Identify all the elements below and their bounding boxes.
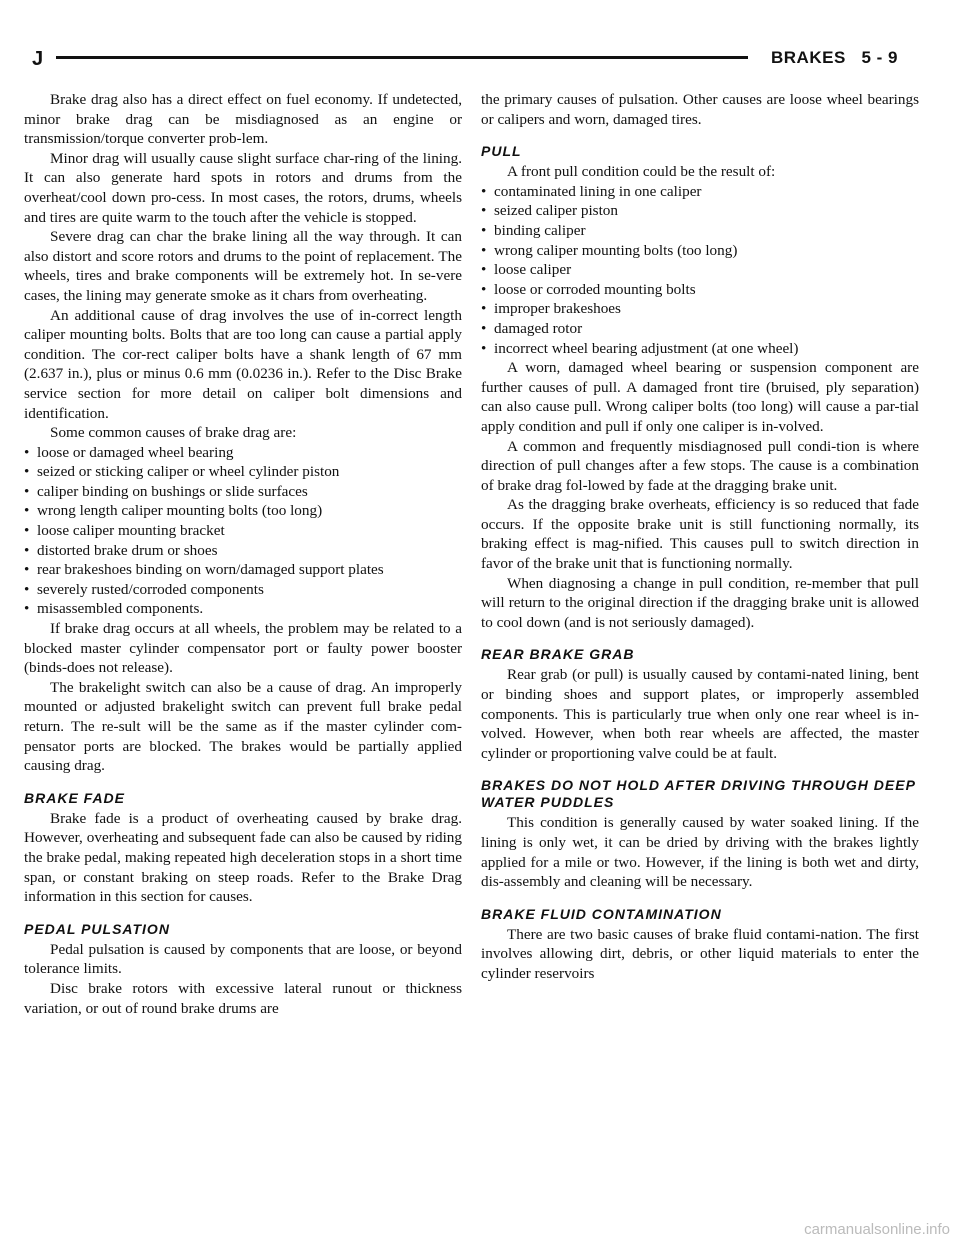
header-page-number: 5 - 9 — [861, 48, 898, 67]
bullet-icon: • — [24, 600, 30, 618]
section-heading-rear-brake-grab: REAR BRAKE GRAB — [481, 646, 635, 663]
bullet-icon: • — [481, 319, 487, 337]
list-item: • improper brakeshoes — [481, 300, 621, 318]
paragraph: Disc brake rotors with excessive lateral runout or thickness variation, or out of round brake drums are — [24, 979, 462, 1017]
list-item: • caliper binding on bushings or slide surfaces — [24, 482, 308, 500]
list-item: • loose caliper mounting bracket — [24, 522, 225, 540]
page-header — [32, 46, 898, 76]
list-item: • damaged rotor — [481, 319, 583, 337]
list-item: • severely rusted/corroded components — [24, 580, 264, 598]
watermark: carmanualsonline.info — [804, 1221, 950, 1238]
paragraph: An additional cause of drag involves the use of in-correct length caliper mounting bolts. Bolts that are too long can cause a partial apply condition. The cor-rect caliper bolts have a shank length of 67 mm (2.637 in.), plus or minus 0.6 mm (0.0236 in.). Refer to the Disc Brake service section for more detail on caliper bolt dimensions and identification. — [24, 306, 462, 422]
bullet-icon: • — [24, 561, 30, 579]
header-section: BRAKES — [771, 48, 846, 67]
list-item: • wrong length caliper mounting bolts (too long) — [24, 502, 323, 520]
list-item: • misassembled components. — [24, 600, 204, 618]
paragraph: Rear grab (or pull) is usually caused by contami-nated lining, bent or binding shoes and support plates, or improperly assembled components. This is particularly true when only one rear wheel is in-volved. However, when both rear wheels are affected, the master cylinder or proportioning valve could be at fault. — [481, 666, 919, 762]
paragraph: If brake drag occurs at all wheels, the problem may be related to a blocked master cylinder compensator port or faulty power booster (binds-does not release). — [24, 620, 462, 677]
paragraph: A worn, damaged wheel bearing or suspension component are further causes of pull. A damaged front tire (bruised, ply separation) can also cause pull. Wrong caliper bolts (too long) will cause a par-tial apply condition and pull if only one caliper is in-volved. — [481, 359, 919, 435]
header-rule — [56, 56, 748, 59]
paragraph: When diagnosing a change in pull condition, re-member that pull will return to the original direction if the dragging brake unit is allowed to cool down (and is not seriously damaged). — [481, 574, 919, 631]
paragraph: Pedal pulsation is caused by components that are loose, or beyond tolerance limits. — [24, 940, 462, 978]
bullet-icon: • — [481, 300, 487, 318]
bullet-icon: • — [481, 280, 487, 298]
header-right — [771, 48, 898, 68]
bullet-icon: • — [481, 261, 487, 279]
section-heading-brake-fade: BRAKE FADE — [24, 789, 126, 806]
bullet-icon: • — [481, 221, 487, 239]
paragraph: Severe drag can char the brake lining all the way through. It can also distort and score rotors and drums to the point of replacement. The wheels, tires and brake components will be extremely hot. In se-vere cases, the lining may generate smoke as it chars from overheating. — [24, 228, 462, 304]
list-item: • contaminated lining in one caliper — [481, 182, 702, 200]
list-item: • seized caliper piston — [481, 202, 618, 220]
drag-causes-list — [24, 443, 462, 619]
pull-causes-list — [481, 182, 919, 358]
paragraph: There are two basic causes of brake fluid contami-nation. The first involves allowing dirt, debris, or other liquid materials to enter the cylinder reservoirs — [481, 925, 919, 982]
bullet-icon: • — [24, 463, 30, 481]
list-item: • loose or corroded mounting bolts — [481, 280, 696, 298]
section-heading-fluid-contamination: BRAKE FLUID CONTAMINATION — [481, 905, 722, 922]
right-column — [481, 90, 919, 984]
bullet-icon: • — [24, 502, 30, 520]
list-item: • loose or damaged wheel bearing — [24, 443, 234, 461]
paragraph: Brake drag also has a direct effect on fuel economy. If undetected, minor brake drag can be misdiagnosed as an engine or transmission/torque converter prob-lem. — [24, 91, 462, 148]
section-heading-deep-water: BRAKES DO NOT HOLD AFTER DRIVING THROUGH DEEP WATER PUDDLES — [481, 777, 916, 811]
list-item: • binding caliper — [481, 221, 586, 239]
paragraph: A common and frequently misdiagnosed pull condi-tion is where direction of pull changes after a few stops. The cause is a combination of brake drag fol-lowed by fade at the dragging brake unit. — [481, 437, 919, 494]
left-column — [24, 90, 462, 1018]
bullet-icon: • — [24, 482, 30, 500]
bullet-icon: • — [24, 541, 30, 559]
paragraph: A front pull condition could be the result of: — [507, 163, 776, 181]
paragraph: Some common causes of brake drag are: — [50, 424, 297, 442]
bullet-icon: • — [481, 339, 487, 357]
bullet-icon: • — [481, 182, 487, 200]
list-item: • distorted brake drum or shoes — [24, 541, 218, 559]
bullet-icon: • — [24, 443, 30, 461]
paragraph: Brake fade is a product of overheating caused by brake drag. However, overheating and subsequent fade can also be caused by riding the brake pedal, making repeated high deceleration stops in a short time span, or constant braking on steep roads. Refer to the Brake Drag information in this section for causes. — [24, 809, 462, 906]
paragraph: the primary causes of pulsation. Other causes are loose wheel bearings or calipers and worn, damaged tires. — [481, 91, 919, 128]
bullet-icon: • — [481, 241, 487, 259]
section-heading-pull: PULL — [481, 143, 522, 160]
paragraph: The brakelight switch can also be a cause of drag. An improperly mounted or adjusted brakelight switch can prevent full brake pedal return. The re-sult will be the same as if the master cylinder com-pensator ports are blocked. The brakes would be partially applied causing drag. — [24, 678, 462, 775]
bullet-icon: • — [24, 522, 30, 540]
bullet-icon: • — [24, 580, 30, 598]
header-left-letter: J — [32, 48, 44, 70]
paragraph: Minor drag will usually cause slight surface char-ring of the lining. It can also generate hard spots in rotors and drums from the overheat/cool down pro-cess. In most cases, the rotors, drums, wheels and tires are quite warm to the touch after the vehicle is stopped. — [24, 149, 462, 226]
section-heading-pedal-pulsation: PEDAL PULSATION — [24, 920, 170, 937]
paragraph: This condition is generally caused by water soaked lining. If the lining is only wet, it can be dried by driving with the brakes lightly applied for a mile or two. However, if the lining is both wet and dirty, dis-assembly and cleaning will be necessary. — [481, 814, 919, 891]
list-item: • loose caliper — [481, 261, 572, 279]
bullet-icon: • — [481, 202, 487, 220]
list-item: • rear brakeshoes binding on worn/damaged support plates — [24, 561, 384, 579]
list-item: • incorrect wheel bearing adjustment (at one wheel) — [481, 339, 799, 357]
list-item: • seized or sticking caliper or wheel cylinder piston — [24, 463, 340, 481]
list-item: • wrong caliper mounting bolts (too long) — [481, 241, 738, 259]
paragraph: As the dragging brake overheats, efficiency is so reduced that fade occurs. If the opposite brake unit is still functioning normally, its braking effect is mag-nified. This causes pull to switch direction in favor of the brake unit that is functioning normally. — [481, 496, 919, 573]
